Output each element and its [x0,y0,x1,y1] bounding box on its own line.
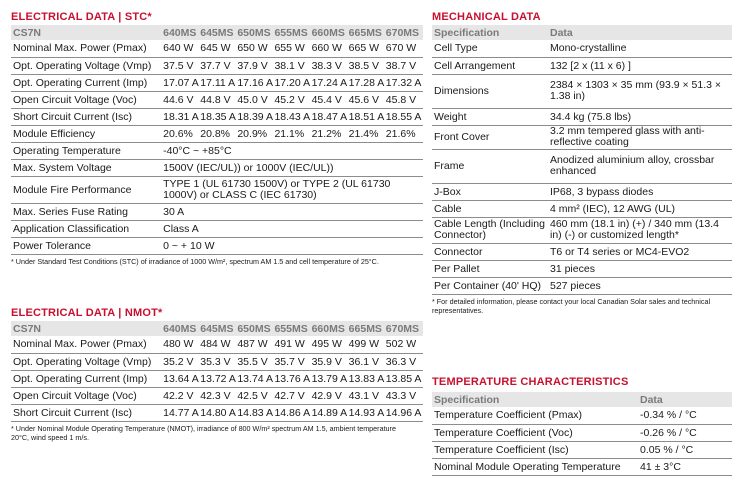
cell-value: 21.1% [274,125,311,142]
cell-value: 35.9 V [312,353,349,370]
cell-value: 1500V (IEC/UL)) or 1000V (IEC/UL)) [163,159,423,176]
electrical-nmot-section [11,305,423,442]
row-label: Max. System Voltage [11,159,163,176]
row-label: Short Circuit Current (Isc) [11,108,163,125]
cell-value: 35.5 V [237,353,274,370]
cell-value: TYPE 1 (UL 61730 1500V) or TYPE 2 (UL 61730 1000V) or CLASS C (IEC 61730) [163,176,423,203]
table-row [432,74,732,108]
cell-value: 44.8 V [200,91,237,108]
row-label: Open Circuit Voltage (Voc) [11,91,163,108]
cell-value: 14.80 A [200,404,237,421]
row-label: Cell Type [432,40,550,57]
table-row [11,108,423,125]
cell-value: 14.93 A [349,404,386,421]
cell-value: 502 W [386,336,423,353]
row-label: Opt. Operating Voltage (Vmp) [11,57,163,74]
table-row [11,370,423,387]
mechanical-section [432,9,732,315]
cell-value: 13.76 A [274,370,311,387]
cell-value: 45.6 V [349,91,386,108]
cell-value: Class A [163,220,423,237]
row-label: Temperature Coefficient (Voc) [432,424,640,441]
temp-data-header: Data [640,392,732,407]
stc-col: 655MS [274,25,311,40]
nmot-col: 665MS [349,321,386,336]
stc-model-label: CS7N [11,25,163,40]
row-label: Cable Length (Including Connector) [432,217,550,243]
cell-value: 3.2 mm tempered glass with anti-reflective coating [550,125,732,149]
table-row [11,125,423,142]
cell-value: 499 W [349,336,386,353]
cell-value: 20.8% [200,125,237,142]
nmot-table [11,321,423,422]
cell-value: 45.2 V [274,91,311,108]
cell-value: 460 mm (18.1 in) (+) / 340 mm (13.4 in) (-) or customized length* [550,217,732,243]
row-label: Power Tolerance [11,237,163,254]
cell-value: 480 W [163,336,200,353]
table-row [432,200,732,217]
cell-value: 13.83 A [349,370,386,387]
cell-value: 0.05 % / °C [640,441,732,458]
row-label: Per Container (40' HQ) [432,277,550,294]
stc-col: 660MS [312,25,349,40]
table-row [11,220,423,237]
cell-value: 36.3 V [386,353,423,370]
cell-value: 35.2 V [163,353,200,370]
cell-value: 20.9% [237,125,274,142]
cell-value: 43.1 V [349,387,386,404]
stc-footnote: * Under Standard Test Conditions (STC) of irradiance of 1000 W/m², spectrum AM 1.5 and cell temperature of 25°C. [11,256,379,266]
cell-value: Anodized aluminium alloy, crossbar enhanced [550,149,732,183]
temperature-section [432,374,732,476]
cell-value: 14.77 A [163,404,200,421]
cell-value: 17.24 A [312,74,349,91]
cell-value: 44.6 V [163,91,200,108]
table-row [11,336,423,353]
cell-value: 21.2% [312,125,349,142]
cell-value: 650 W [237,40,274,57]
cell-value: 43.3 V [386,387,423,404]
cell-value: 487 W [237,336,274,353]
stc-col: 645MS [200,25,237,40]
cell-value: 491 W [274,336,311,353]
cell-value: 18.31 A [163,108,200,125]
table-row [11,57,423,74]
nmot-model-label: CS7N [11,321,163,336]
stc-col: 665MS [349,25,386,40]
table-row [11,404,423,421]
row-label: Temperature Coefficient (Isc) [432,441,640,458]
cell-value: 42.9 V [312,387,349,404]
row-label: J-Box [432,183,550,200]
cell-value: 665 W [349,40,386,57]
nmot-col: 670MS [386,321,423,336]
cell-value: -40°C ~ +85°C [163,142,423,159]
table-row [432,243,732,260]
cell-value: 42.7 V [274,387,311,404]
cell-value: 18.47 A [312,108,349,125]
temp-table [432,392,732,476]
stc-col: 650MS [237,25,274,40]
cell-value: 42.3 V [200,387,237,404]
table-row [11,387,423,404]
cell-value: 45.0 V [237,91,274,108]
nmot-col: 650MS [237,321,274,336]
table-row [432,458,732,475]
row-label: Dimensions [432,74,550,108]
cell-value: 30 A [163,203,423,220]
cell-value: 41 ± 3°C [640,458,732,475]
electrical-stc-section [11,9,423,266]
table-row [432,441,732,458]
table-row [11,237,423,254]
table-row [432,183,732,200]
temp-spec-header: Specification [432,392,640,407]
stc-table [11,25,423,255]
cell-value: 660 W [312,40,349,57]
cell-value: 17.32 A [386,74,423,91]
cell-value: 655 W [274,40,311,57]
row-label: Opt. Operating Current (Imp) [11,74,163,91]
row-label: Nominal Max. Power (Pmax) [11,336,163,353]
table-row [432,407,732,424]
cell-value: -0.34 % / °C [640,407,732,424]
table-row [432,217,732,243]
table-row [11,91,423,108]
cell-value: 645 W [200,40,237,57]
cell-value: 21.6% [386,125,423,142]
table-row [432,260,732,277]
cell-value: 17.07 A [163,74,200,91]
cell-value: IP68, 3 bypass diodes [550,183,732,200]
cell-value: T6 or T4 series or MC4-EVO2 [550,243,732,260]
row-label: Opt. Operating Current (Imp) [11,370,163,387]
cell-value: 14.96 A [386,404,423,421]
row-label: Module Efficiency [11,125,163,142]
cell-value: 35.3 V [200,353,237,370]
nmot-footnote: * Under Nominal Module Operating Temperature (NMOT), irradiance of 800 W/m² spectrum AM 1.5, ambient temperature 20°C, wind speed 1 m/s. [11,423,396,442]
cell-value: 14.86 A [274,404,311,421]
cell-value: 17.16 A [237,74,274,91]
cell-value: 13.72 A [200,370,237,387]
cell-value: 36.1 V [349,353,386,370]
row-label: Opt. Operating Voltage (Vmp) [11,353,163,370]
cell-value: 18.43 A [274,108,311,125]
cell-value: 4 mm² (IEC), 12 AWG (UL) [550,200,732,217]
nmot-col: 655MS [274,321,311,336]
row-label: Connector [432,243,550,260]
table-row [11,74,423,91]
row-label: Operating Temperature [11,142,163,159]
row-label: Per Pallet [432,260,550,277]
cell-value: 38.1 V [274,57,311,74]
cell-value: 38.5 V [349,57,386,74]
cell-value: 495 W [312,336,349,353]
row-label: Temperature Coefficient (Pmax) [432,407,640,424]
table-row [432,57,732,74]
cell-value: 31 pieces [550,260,732,277]
cell-value: 14.83 A [237,404,274,421]
row-label: Nominal Module Operating Temperature [432,458,640,475]
cell-value: 35.7 V [274,353,311,370]
nmot-col: 645MS [200,321,237,336]
cell-value: 38.7 V [386,57,423,74]
cell-value: 14.89 A [312,404,349,421]
stc-col: 670MS [386,25,423,40]
table-row [432,108,732,125]
cell-value: 18.51 A [349,108,386,125]
cell-value: 18.39 A [237,108,274,125]
row-label: Frame [432,149,550,183]
cell-value: 0 ~ + 10 W [163,237,423,254]
cell-value: 17.11 A [200,74,237,91]
row-label: Short Circuit Current (Isc) [11,404,163,421]
cell-value: 17.28 A [349,74,386,91]
mech-data-header: Data [550,25,732,40]
cell-value: 34.4 kg (75.8 lbs) [550,108,732,125]
row-label: Max. Series Fuse Rating [11,203,163,220]
cell-value: 670 W [386,40,423,57]
mech-title: MECHANICAL DATA [432,11,541,23]
cell-value: 42.5 V [237,387,274,404]
mech-footnote: * For detailed information, please contact your local Canadian Solar sales and technical representatives. [432,296,711,315]
row-label: Weight [432,108,550,125]
row-label: Front Cover [432,125,550,149]
cell-value: -0.26 % / °C [640,424,732,441]
mech-table [432,25,732,295]
table-row [11,203,423,220]
cell-value: 20.6% [163,125,200,142]
row-label: Module Fire Performance [11,176,163,203]
cell-value: 484 W [200,336,237,353]
cell-value: 13.79 A [312,370,349,387]
cell-value: 37.7 V [200,57,237,74]
cell-value: 13.64 A [163,370,200,387]
stc-col: 640MS [163,25,200,40]
nmot-col: 660MS [312,321,349,336]
cell-value: 13.85 A [386,370,423,387]
row-label: Nominal Max. Power (Pmax) [11,40,163,57]
table-row [432,424,732,441]
table-row [11,40,423,57]
cell-value: Mono-crystalline [550,40,732,57]
cell-value: 42.2 V [163,387,200,404]
cell-value: 640 W [163,40,200,57]
table-row [432,277,732,294]
cell-value: 37.5 V [163,57,200,74]
row-label: Cell Arrangement [432,57,550,74]
row-label: Application Classification [11,220,163,237]
table-row [11,159,423,176]
mech-spec-header: Specification [432,25,550,40]
cell-value: 132 [2 x (11 x 6) ] [550,57,732,74]
table-row [432,125,732,149]
table-row [432,40,732,57]
stc-title: ELECTRICAL DATA | STC* [11,11,152,23]
table-row [432,149,732,183]
cell-value: 21.4% [349,125,386,142]
cell-value: 2384 × 1303 × 35 mm (93.9 × 51.3 × 1.38 in) [550,74,732,108]
table-row [11,353,423,370]
cell-value: 527 pieces [550,277,732,294]
table-row [11,176,423,203]
row-label: Open Circuit Voltage (Voc) [11,387,163,404]
temp-title: TEMPERATURE CHARACTERISTICS [432,376,629,388]
table-row [11,142,423,159]
nmot-title: ELECTRICAL DATA | NMOT* [11,307,163,319]
row-label: Cable [432,200,550,217]
cell-value: 45.4 V [312,91,349,108]
nmot-col: 640MS [163,321,200,336]
cell-value: 45.8 V [386,91,423,108]
cell-value: 13.74 A [237,370,274,387]
cell-value: 37.9 V [237,57,274,74]
cell-value: 18.35 A [200,108,237,125]
cell-value: 17.20 A [274,74,311,91]
cell-value: 38.3 V [312,57,349,74]
cell-value: 18.55 A [386,108,423,125]
